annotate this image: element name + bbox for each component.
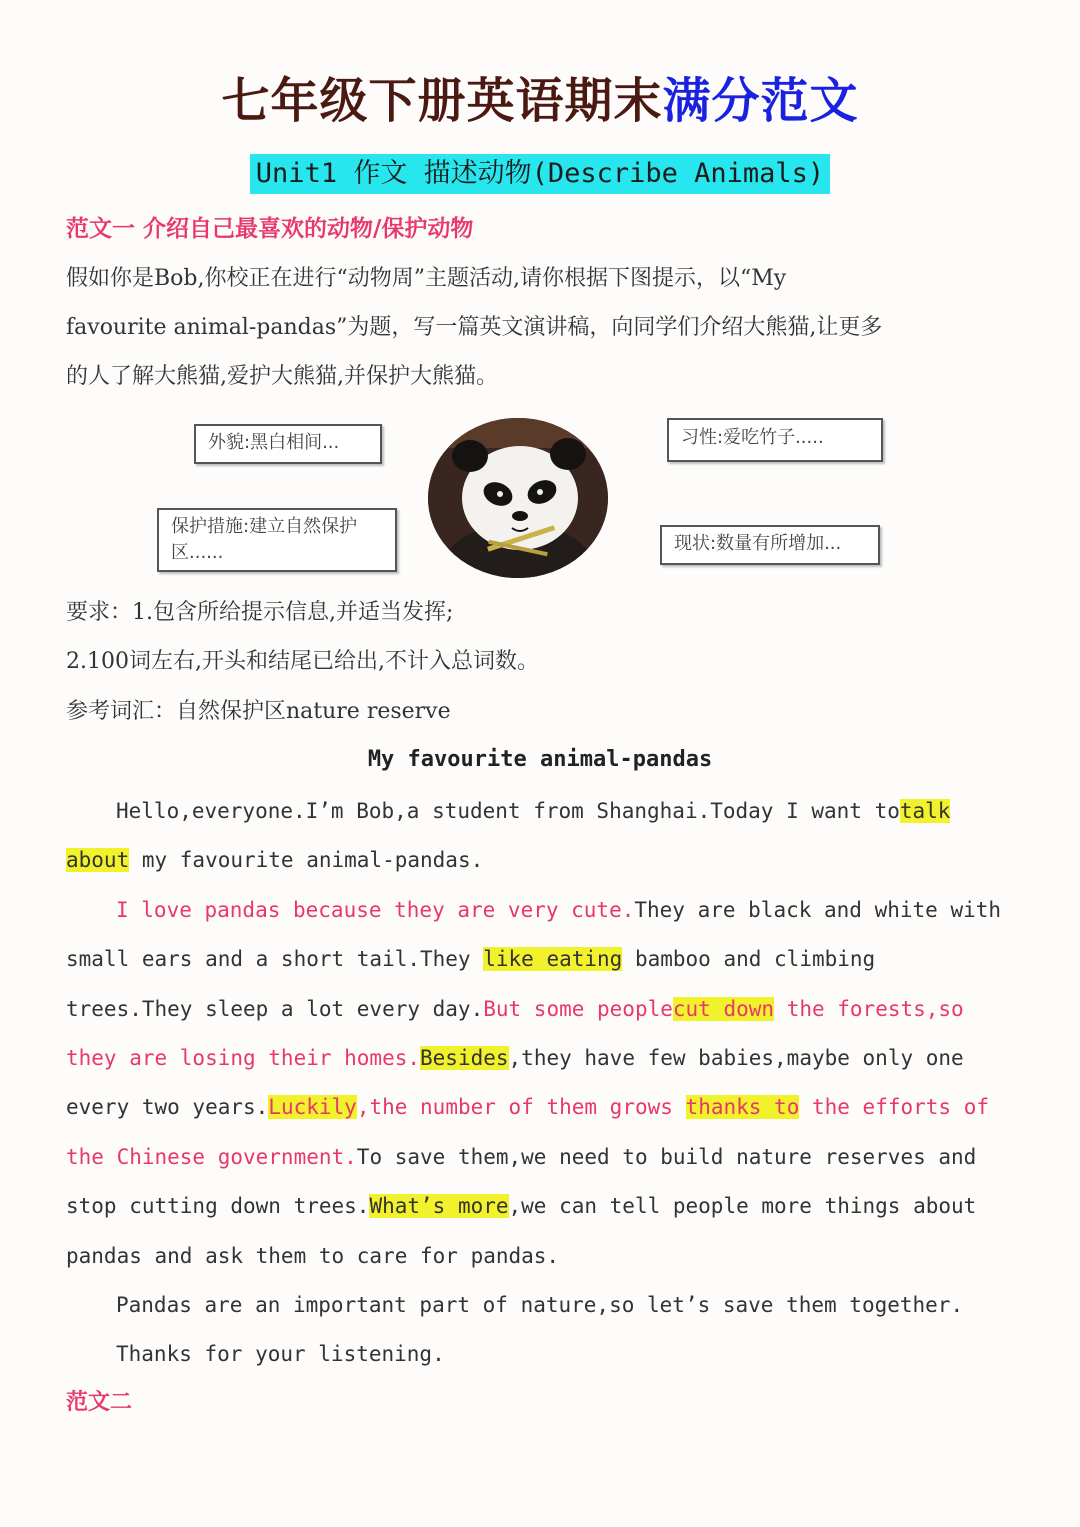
panda-icon xyxy=(428,418,608,578)
requirement-line-2: 2.100词左右,开头和结尾已给出,不计入总词数。 xyxy=(66,649,539,674)
hint-habit: 习性:爱吃竹子..... xyxy=(667,418,883,462)
essay-text-segment: the forests,so xyxy=(774,997,964,1021)
essay-paragraph-4: Thanks for your listening. xyxy=(116,1342,445,1366)
page-title xyxy=(0,62,1080,131)
essay-p2-line xyxy=(66,1092,989,1122)
panda-photo xyxy=(428,418,608,578)
essay-p2-line xyxy=(116,895,1001,925)
essay-p2-line xyxy=(66,944,875,974)
prompt-line-3: 的人了解大熊猫,爱护大熊猫,并保护大熊猫。 xyxy=(66,364,498,389)
essay-text-segment: the efforts of xyxy=(799,1095,989,1119)
essay-text-segment: ,the number of them grows xyxy=(356,1095,686,1119)
essay-p1-line xyxy=(66,845,483,875)
essay-text-segment: pandas and ask them to care for pandas. xyxy=(66,1244,560,1268)
essay-text-segment: thanks to xyxy=(685,1095,800,1119)
section1-heading: 范文一 介绍自己最喜欢的动物/保护动物 xyxy=(66,216,474,242)
essay-paragraph-3: Pandas are an important part of nature,so let’s save them together. xyxy=(116,1293,964,1317)
essay-text-segment: every two years. xyxy=(66,1095,269,1119)
essay-p2-line xyxy=(66,1191,976,1221)
hint-protection-line1: 保护措施:建立自然保护 xyxy=(171,516,358,537)
unit-title-wrap xyxy=(0,154,1080,194)
essay-text-segment: But some people xyxy=(483,997,673,1021)
essay-title: My favourite animal-pandas xyxy=(367,747,713,772)
essay-text-segment: To save them,we need to build nature reserves and xyxy=(356,1145,977,1169)
essay-p1-line xyxy=(116,796,950,826)
essay-text-segment: Luckily xyxy=(268,1095,357,1119)
essay-text-segment: my favourite animal-pandas. xyxy=(129,848,484,872)
essay-p2-line xyxy=(66,1142,976,1172)
essay-text-segment: Hello,everyone.I’m Bob,a student from Shanghai.Today I want to xyxy=(116,799,900,823)
prompt-line-2: favourite animal-pandas”为题，写一篇英文演讲稿，向同学们介绍大熊猫,让更多 xyxy=(66,315,883,340)
essay-text-segment: I love pandas because they are very cute. xyxy=(116,898,635,922)
section2-heading: 范文二 xyxy=(66,1390,133,1415)
essay-text-segment: like eating xyxy=(483,947,623,971)
essay-text-segment: ,we can tell people more things about xyxy=(508,1194,977,1218)
unit-title: Unit1 作文 描述动物(Describe Animals) xyxy=(250,154,830,194)
essay-text-segment: they are losing their homes. xyxy=(66,1046,421,1070)
essay-text-segment: small ears and a short tail.They xyxy=(66,947,484,971)
essay-p2-line xyxy=(66,1043,964,1073)
page-title-main: 七年级下册英语期末 xyxy=(221,73,663,129)
essay-text-segment: They are black and white with xyxy=(634,898,1002,922)
essay-text-segment: talk xyxy=(899,799,951,823)
essay-text-segment: bamboo and climbing xyxy=(622,947,876,971)
essay-text-segment: cut down xyxy=(672,997,775,1021)
hint-protection xyxy=(157,508,397,572)
essay-text-segment: What’s more xyxy=(369,1194,509,1218)
page-title-highlight: 满分范文 xyxy=(662,73,859,129)
hint-status: 现状:数量有所增加... xyxy=(660,525,880,565)
hint-appearance: 外貌:黑白相间... xyxy=(194,424,382,464)
hint-protection-line2: 区...... xyxy=(171,542,224,563)
essay-text-segment: ,they have few babies,maybe only one xyxy=(508,1046,964,1070)
prompt-line-1: 假如你是Bob,你校正在进行“动物周”主题活动,请你根据下图提示，以“My xyxy=(66,266,787,291)
essay-p2-line xyxy=(66,994,964,1024)
essay-p2-line xyxy=(66,1241,559,1271)
essay-text-segment: trees.They sleep a lot every day. xyxy=(66,997,484,1021)
essay-text-segment: about xyxy=(66,848,130,872)
reference-vocab: 参考词汇：自然保护区nature reserve xyxy=(66,699,451,724)
essay-text-segment: stop cutting down trees. xyxy=(66,1194,370,1218)
essay-text-segment: the Chinese government. xyxy=(66,1145,357,1169)
requirement-line-1: 要求：1.包含所给提示信息,并适当发挥; xyxy=(66,600,454,625)
essay-text-segment: Besides xyxy=(420,1046,509,1070)
